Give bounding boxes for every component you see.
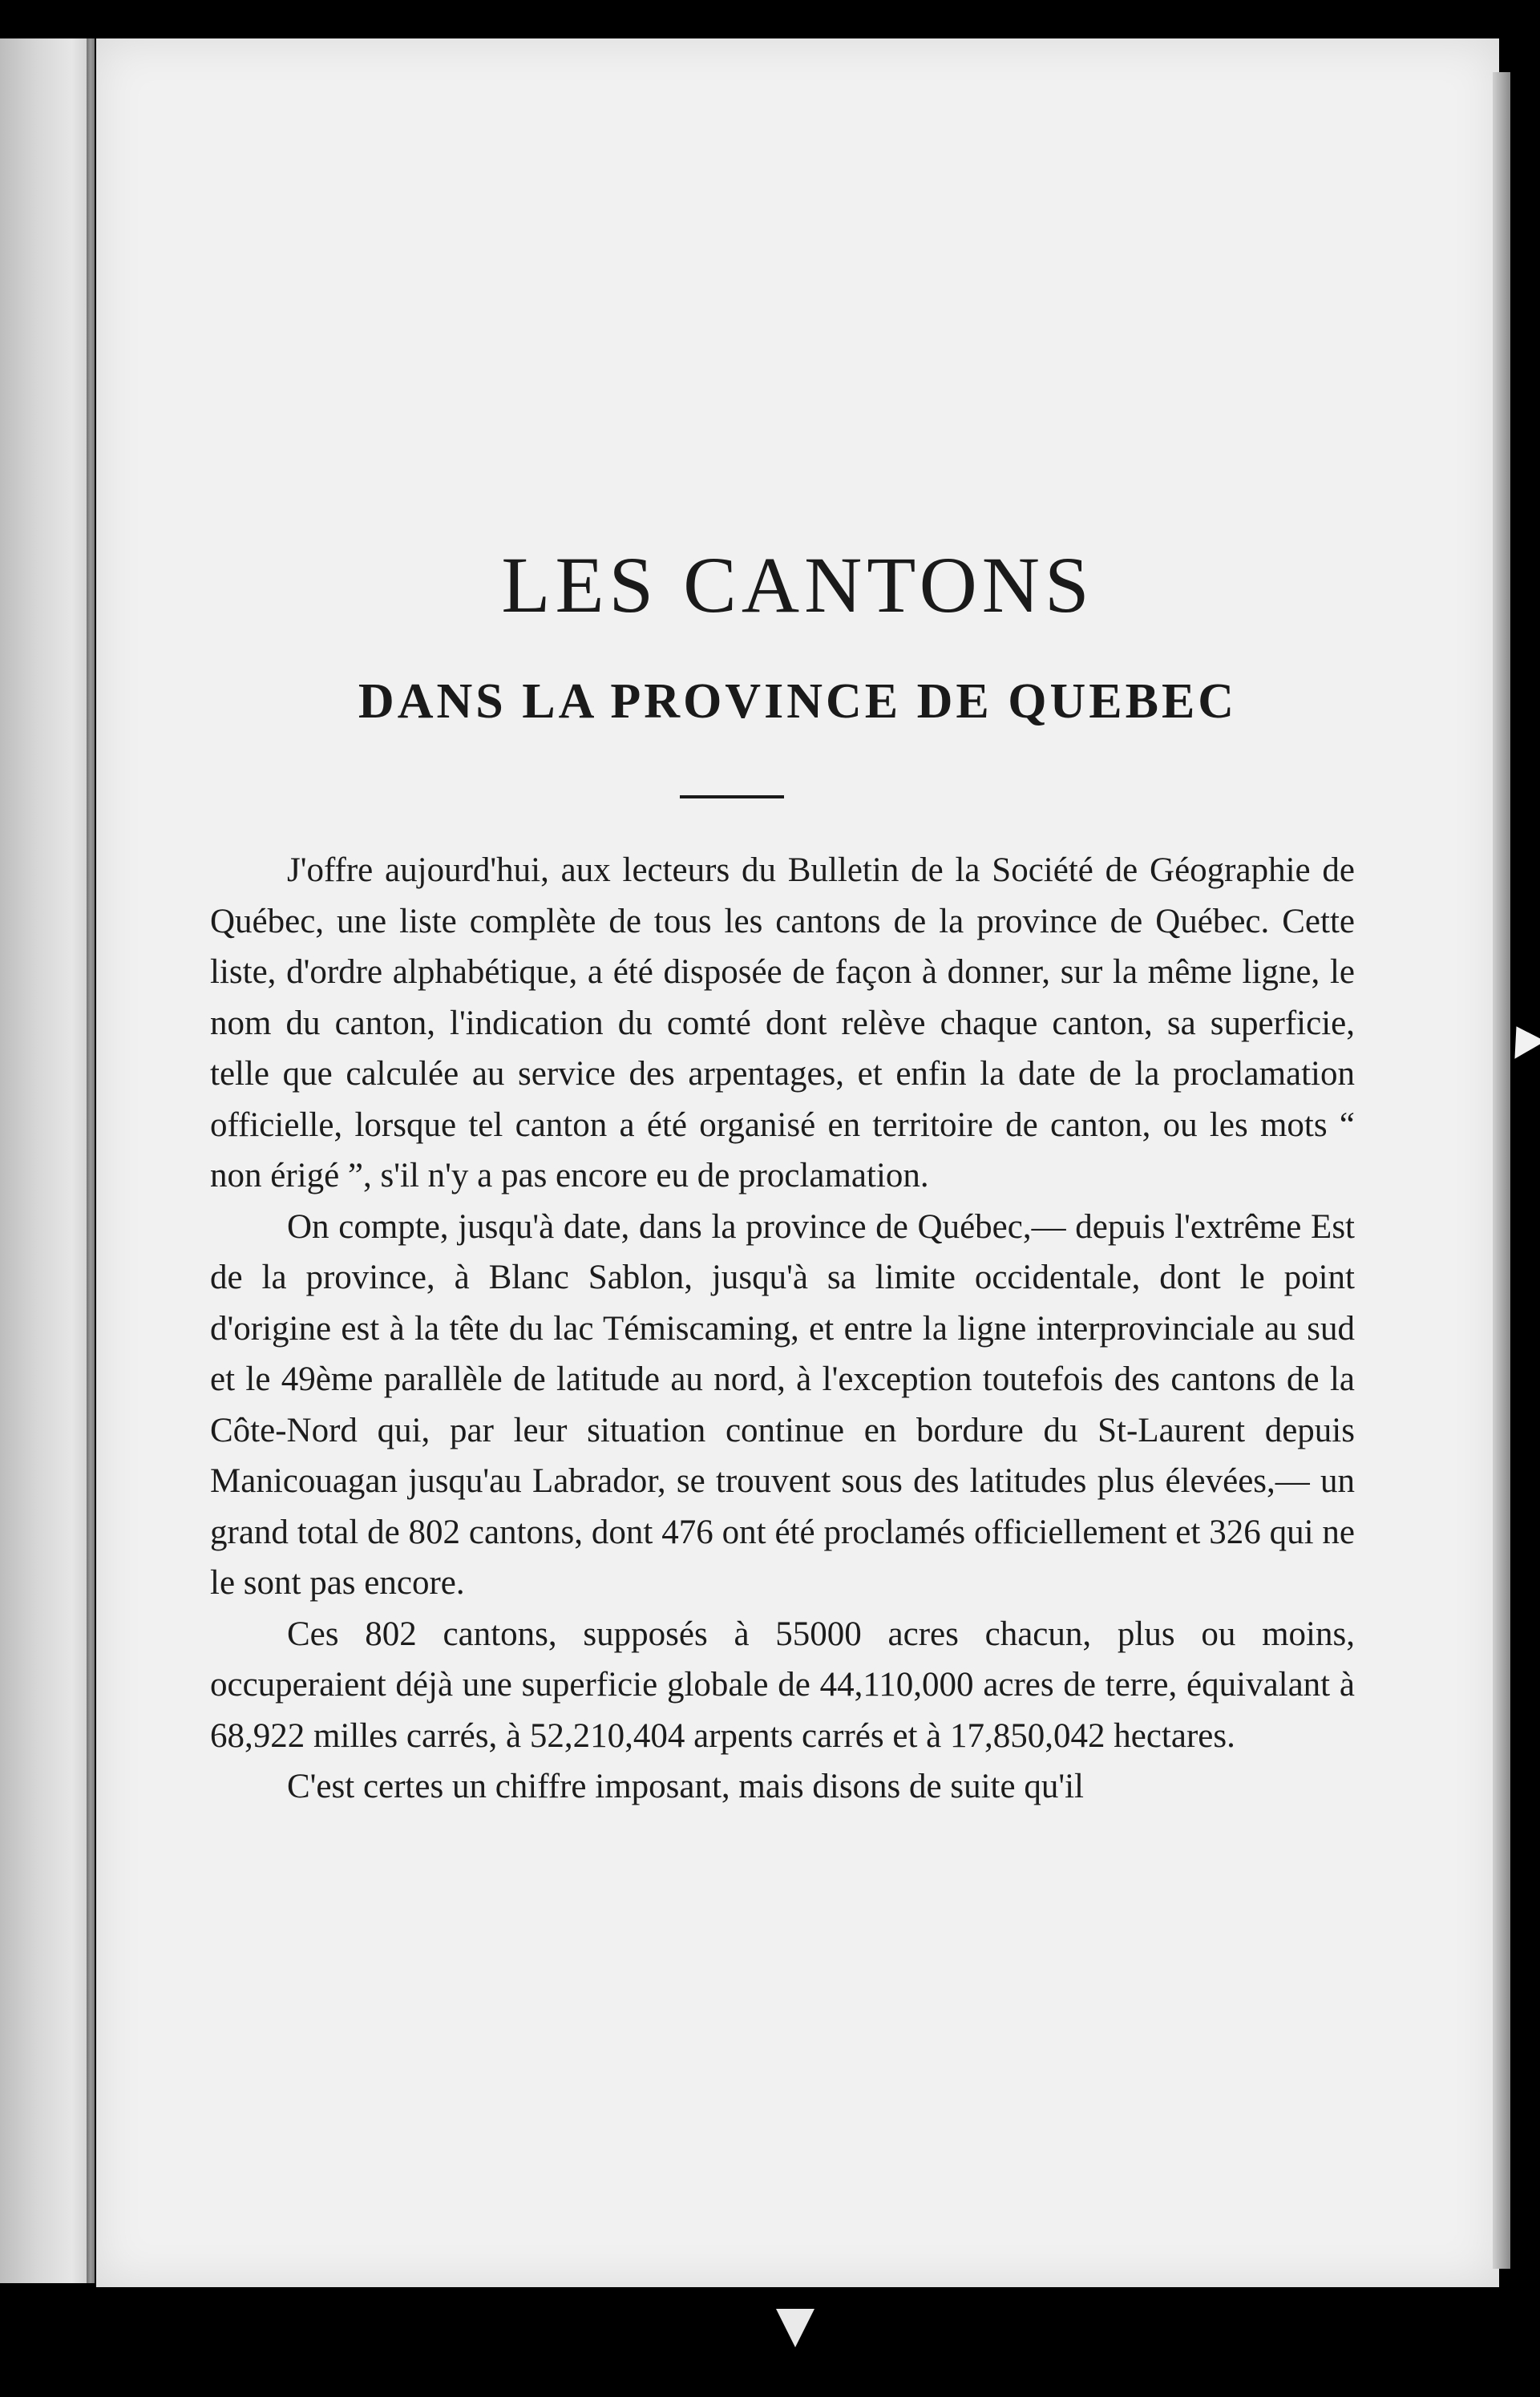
page-title: LES CANTONS [501, 540, 1094, 629]
page-edge-shadow [1493, 72, 1510, 2269]
paragraph-4: C'est certes un chiffre imposant, mais disons de suite qu'il [287, 1768, 1084, 1805]
document-page [96, 38, 1499, 2287]
facing-page-edge [0, 38, 90, 2283]
paragraph-2: On compte, jusqu'à date, dans la province de Québec,— depuis l'extrême Est de la province, à Blanc Sablon, jusqu'à sa limite occidentale, dont le point d'origine est à la tête du lac Témiscaming, et entre la ligne interprovinciale au sud et le 49ème parallèle de latitude au nord, à l'exception toutefois des cantons de la Côte-Nord qui, par leur situation continue en bordure du St-Laurent depuis Manicouagan jusqu'au Labrador, se trouvent sous des latitudes plus élevées,— un grand total de 802 cantons, dont 476 ont été proclamés officiellement et 326 qui ne le sont pas encore. [210, 1207, 1355, 1602]
book-gutter [87, 38, 95, 2283]
page-subtitle: DANS LA PROVINCE DE QUEBEC [358, 674, 1238, 729]
scan-mark-bottom-icon [776, 2309, 814, 2347]
paragraph-1: J'offre aujourd'hui, aux lecteurs du Bulletin de la Société de Géographie de Québec, une liste complète de tous les cantons de la province de Québec. Cette liste, d'ordre alphabétique, a été disposée de façon à donner, sur la même ligne, le nom du canton, l'indication du comté dont relève chaque canton, sa superficie, telle que calculée au service des arpentages, et enfin la date de la proclamation officielle, lorsque tel canton a été organisé en territoire de canton, ou les mots “ non érigé ”, s'il n'y a pas encore eu de proclamation. [210, 851, 1355, 1194]
body-text [210, 845, 1355, 1813]
paragraph-3: Ces 802 cantons, supposés à 55000 acres chacun, plus ou moins, occuperaient déjà une superficie globale de 44,110,000 acres de terre, équivalant à 68,922 milles carrés, à 52,210,404 arpents carrés et à 17,850,042 hectares. [210, 1615, 1355, 1755]
title-divider [680, 795, 784, 798]
